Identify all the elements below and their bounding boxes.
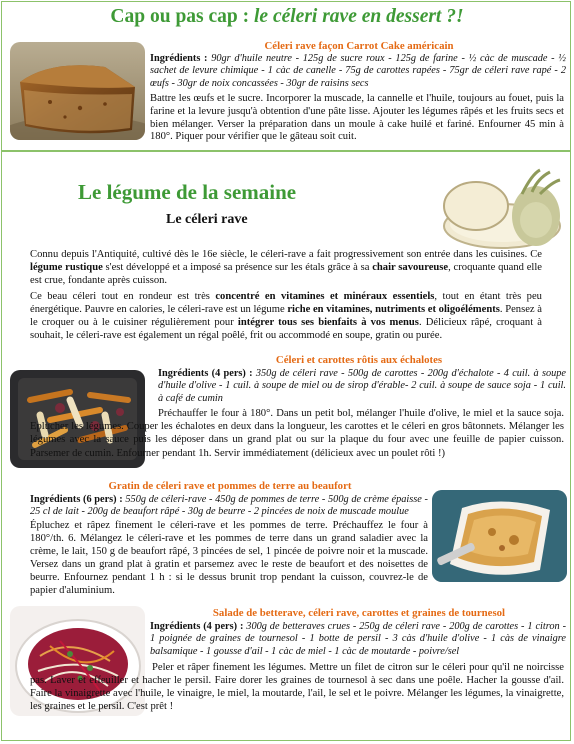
roast-steps: Préchauffer le four à 180°. Dans un petit bol, mélanger l'huile d'olive, le miel et la sauce soja. Eplucher les légumes. Couper les échalotes en deux dans la longueur, les carottes et le céleri en gros bâtonnets. Mélanger les légumes avec la sauce puis les déposer dans un grand plat ou sur la plaque du four avec une feuille de papier cuisson. Parsemer de cumin. Enfourner pendant 1h. Servir immédiatement (délicieux avec un poulet rôti !) <box>30 408 564 459</box>
celeriac-photo <box>440 164 568 256</box>
salad-title: Salade de betterave, céleri rave, carottes et graines de tournesol <box>212 607 506 619</box>
section-title: Le légume de la semaine <box>78 180 297 204</box>
intro-paragraph-2: Ce beau céleri tout en rondeur est très concentré en vitamines et minéraux essentiels, tout en étant très peu énergétique. Pauvre en calories, le céleri-rave est un légume riche en vitamines, nutriments et oligoéléments. Pensez à le croquer ou à le cuisiner régulièrement pour intégrer tous ses bienfaits à vos menus. Délicieux râpé, croquant à souhait, le céleri-rave est également un régal poêlé, frit ou accommodé en soupe, gratin ou purée. <box>30 291 542 341</box>
gratin-title: Gratin de céleri rave et pommes de terre au beaufort <box>108 480 352 492</box>
salad-steps: Peler et râper finement les légumes. Mettre un filet de citron sur le céleri pour qu'il ne noircisse pas. Laver et effeuiller et hacher le persil. Faire dorer les graines de tournesol à sec dans une poêle. Hacher la gousse d'ail. Faire la vinaigrette avec l'huile, le vinaigre, le miel, la moutarde, l'ail, le sel et le poivre. Mélanger les légumes, la vinaigrette, les graines et le persil. C'est prêt ! <box>30 662 564 712</box>
gratin-photo <box>432 490 567 582</box>
page-title: Cap ou pas cap : le céleri rave en dessert ?! <box>110 6 464 27</box>
carrot-cake-title: Céleri rave façon Carrot Cake américain <box>264 40 454 52</box>
gratin-steps: Épluchez et râpez finement le céleri-rave et les pommes de terre. Préchauffez le four à 180°/th. 6. Mélangez le céleri-rave et les pommes de terre dans un grand saladier avec la crème, le lait, 150 g de beaufort râpé, 3 pincées de sel, 1 pincée de poivre noir et la muscade. Versez dans un grand plat à gratin et parsemez avec le reste de beaufort et des noisettes de beurre. Enfournez pendant 1 h : si le dessus brunit trop pendant la cuisson, couvrez-le de papier d'aluminium. <box>30 520 428 596</box>
intro-paragraph-1: Connu depuis l'Antiquité, cultivé dès le 16e siècle, le céleri-rave a fait progressivement son entrée dans les cuisines. Ce légume rustique s'est développé et a imposé sa présence sur les étals grâce à sa chair savoureuse, croquante quand elle est crue, fondante après cuisson. <box>30 249 543 286</box>
carrot-cake-steps: Battre les œufs et le sucre. Incorporer la muscade, la cannelle et l'huile, toujours au fouet, puis la farine et la levure jusqu'à obtention d'une pâte lisse. Ajouter les légumes râpés et les fruits secs et bien mélanger. Verser la préparation dans un moule à cake huilé et fariné. Enfourner 45 min à 180°. Piquer pour vérifier que le gâteau soit cuit. <box>150 93 564 143</box>
salad-ingredients: Ingrédients (4 pers) : 300g de betteraves crues - 250g de céleri rave - 200g de carottes - 1 citron - 1 poignée de graines de tournesol - 1 botte de persil - 3 càs d'huile d'olive - 1 càs de vinaigre balsamique - 1 gousse d'ail - 1 càc de miel - 1 càc de moutarde - poivre/sel <box>150 621 566 657</box>
section-subtitle: Le céleri rave <box>166 212 248 227</box>
carrot-cake-photo <box>10 42 145 140</box>
gratin-ingredients: Ingrédients (6 pers) : 550g de céleri-rave - 450g de pommes de terre - 500g de crème épaisse - 25 cl de lait - 200g de beaufort râpé - 30g de beurre - 2 pincées de noix de muscade moulue <box>30 494 428 518</box>
roast-ingredients: Ingrédients (4 pers) : 350g de céleri rave - 500g de carottes - 200g d'échalote - 4 cuil. à soupe d'huile d'olive - 1 cuil. à soupe de miel ou de sirop d'érable- 2 cuil. à soupe de sauce soja - 1 cuil. à café de cumin <box>158 368 566 404</box>
carrot-cake-ingredients: Ingrédients : 90gr d'huile neutre - 125g de sucre roux - 125g de farine - ½ càc de muscade - ½ sachet de levure chimique - 1 càc de canelle - 75g de carottes rapées - 75gr de céleri rave rapé - 2 œufs - 30gr de noix concassées - 30gr de raisins secs <box>150 53 567 89</box>
roast-title: Céleri et carottes rôtis aux échalotes <box>275 354 443 366</box>
